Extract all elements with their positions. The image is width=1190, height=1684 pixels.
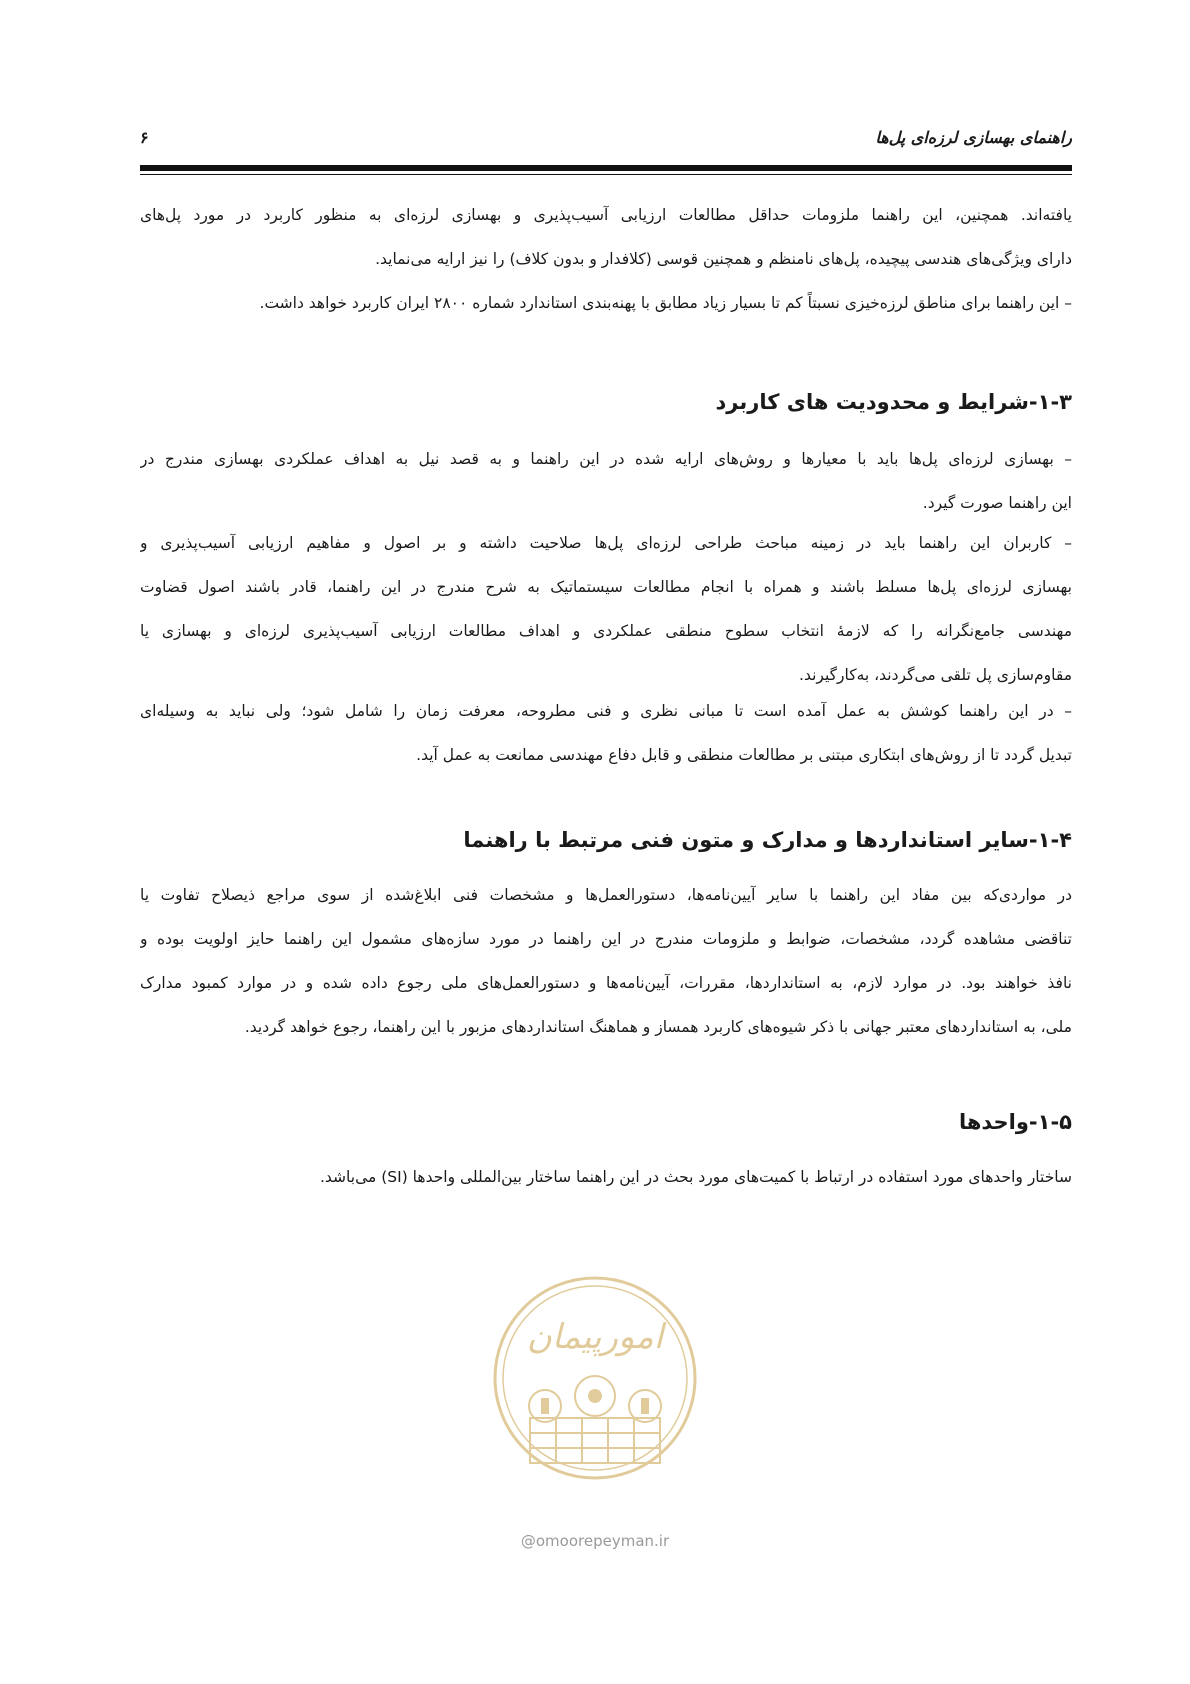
text-line: ساختار واحدهای مورد استفاده در ارتباط با کمیت‌های مورد بحث در این راهنما ساختار بین‌المللی واحدها (SI) می‌باشد. bbox=[319, 1168, 1072, 1186]
watermark-logo-icon bbox=[490, 1268, 700, 1508]
text-line: این راهنما صورت گیرد. bbox=[922, 494, 1072, 512]
text-line: دارای ویژگی‌های هندسی پیچیده، پل‌های نامنظم و همچنین قوسی (کلافدار و بدون کلاف) را نیز ارایه می‌نماید. bbox=[375, 250, 1072, 268]
running-header bbox=[140, 128, 1072, 158]
page-number: ۶ bbox=[140, 128, 149, 147]
section-1-3-bullet-1 bbox=[140, 437, 1072, 525]
section-1-3-bullet-3 bbox=[140, 689, 1072, 777]
header-rule-thick bbox=[140, 165, 1072, 171]
text-line: یافته‌اند. همچنین، این راهنما ملزومات حداقل مطالعات ارزیابی آسیب‌پذیری و بهسازی لرزه‌ای به منظور کاربرد در مورد پل‌های bbox=[140, 206, 1072, 224]
section-heading-1-5: ۱-۵-واحدها bbox=[958, 1110, 1072, 1134]
header-title: راهنمای بهسازی لرزه‌ای پل‌ها bbox=[875, 128, 1072, 147]
text-line: تبدیل گردد تا از روش‌های ابتکاری مبتنی بر مطالعات منطقی و قابل دفاع مهندسی ممانعت به عمل آید. bbox=[416, 746, 1072, 764]
text-line: – در این راهنما کوشش به عمل آمده است تا مبانی نظری و فنی مطروحه، معرفت زمان را شامل شود؛ ولی نباید به وسیله‌ای bbox=[140, 702, 1072, 720]
section-1-4-paragraph bbox=[140, 873, 1072, 1049]
section-1-3-bullet-2 bbox=[140, 521, 1072, 697]
section-heading-1-4: ۱-۴-سایر استانداردها و مدارک و متون فنی مرتبط با راهنما bbox=[463, 828, 1072, 852]
watermark-caption: @omoorepeyman.ir bbox=[520, 1532, 670, 1550]
text-line: نافذ خواهند بود. در موارد لازم، به استانداردها، مقررات، آیین‌نامه‌ها و دستورالعمل‌های ملی رجوع داده شده و در موارد کمبود مدارک bbox=[140, 974, 1072, 992]
text-line: – این راهنما برای مناطق لرزه‌خیزی نسبتاً کم تا بسیار زیاد مطابق با پهنه‌بندی استاندارد شماره ۲۸۰۰ ایران کاربرد خواهد داشت. bbox=[259, 294, 1072, 312]
text-line: – کاربران این راهنما باید در زمینه مباحث طراحی لرزه‌ای پل‌ها صلاحیت داشته و بر اصول و مفاهیم ارزیابی آسیب‌پذیری و bbox=[140, 534, 1072, 552]
section-1-5-paragraph bbox=[140, 1155, 1072, 1199]
watermark-logo-text: امورپیمان bbox=[526, 1317, 664, 1357]
text-line: – بهسازی لرزه‌ای پل‌ها باید با معیارها و روش‌های ارایه شده در این راهنما و به قصد نیل به اهداف عملکردی بهسازی مندرج در bbox=[140, 450, 1072, 468]
text-line: بهسازی لرزه‌ای پل‌ها مسلط باشند و همراه با انجام مطالعات سیستماتیک به شرح مندرج در این راهنما، قادر باشند اصول قضاوت bbox=[140, 578, 1072, 596]
header-rule-thin bbox=[140, 174, 1072, 175]
text-line: در مواردی‌که بین مفاد این راهنما با سایر آیین‌نامه‌ها، دستورالعمل‌ها و مشخصات فنی ابلاغ‌شده از سوی مراجع ذیصلاح تفاوت یا bbox=[140, 886, 1072, 904]
text-line: تناقضی مشاهده گردد، مشخصات، ضوابط و ملزومات مندرج در این راهنما در مورد سازه‌های مشمول این راهنما حایز اولویت بوده و bbox=[140, 930, 1072, 948]
section-heading-1-3: ۱-۳-شرایط و محدودیت های کاربرد bbox=[715, 390, 1072, 414]
intro-paragraph bbox=[140, 193, 1072, 325]
text-line: ملی، به استانداردهای معتبر جهانی با ذکر شیوه‌های کاربرد همساز و هماهنگ استانداردهای مزبور با این راهنما، رجوع خواهد گردید. bbox=[244, 1018, 1072, 1036]
text-line: مهندسی جامع‌نگرانه را که لازمهٔ انتخاب سطوح منطقی عملکردی و اهداف مطالعات ارزیابی آسیب‌پذیری لرزه‌ای و بهسازی یا bbox=[140, 622, 1072, 640]
text-line: مقاوم‌سازی پل تلقی می‌گردند، به‌کارگیرند. bbox=[799, 666, 1072, 684]
